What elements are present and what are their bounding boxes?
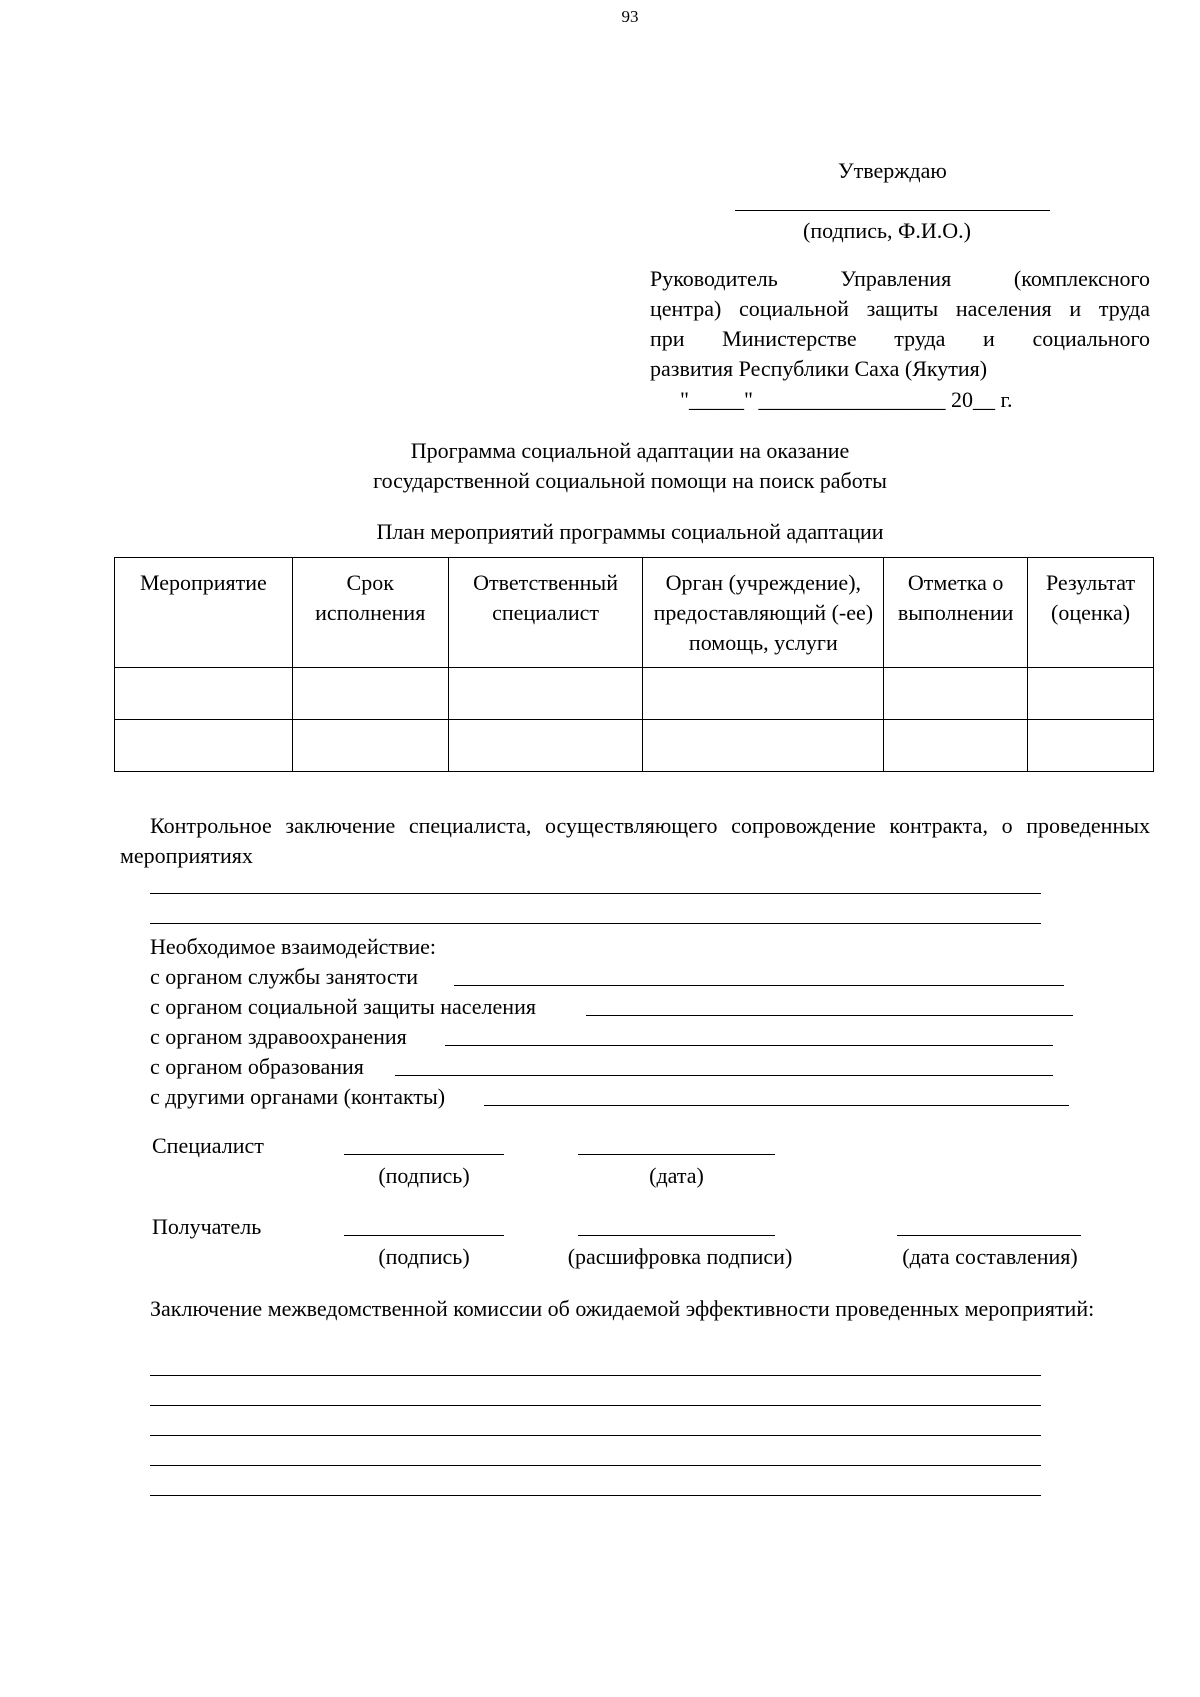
header-result: Результат (оценка) (1028, 558, 1154, 668)
recipient-date-line[interactable] (897, 1235, 1081, 1236)
specialist-date-line[interactable] (578, 1154, 775, 1155)
program-title (260, 436, 1000, 496)
commission-conclusion-line[interactable] (150, 1495, 1041, 1496)
approval-title: Утверждаю (838, 158, 947, 183)
header-organization: Орган (учреждение), предоставляющий (-ее) помощь, услуги (643, 558, 884, 668)
commission-conclusion-text: Заключение межведомственной комиссии об ожидаемой эффективности проведенных мероприятий: (150, 1296, 1095, 1321)
commission-conclusion (120, 1294, 1150, 1324)
control-conclusion (120, 811, 1150, 871)
approver-line: развития Республики Саха (Якутия) (650, 356, 988, 381)
control-conclusion-line[interactable] (150, 893, 1041, 894)
recipient-date-caption: (дата составления) (902, 1244, 1078, 1269)
commission-conclusion-line[interactable] (150, 1435, 1041, 1436)
table-cell[interactable] (115, 668, 293, 720)
table-cell[interactable] (292, 720, 448, 772)
table-cell[interactable] (643, 720, 884, 772)
table-cell[interactable] (292, 668, 448, 720)
table-row (115, 720, 1154, 772)
table-cell[interactable] (115, 720, 293, 772)
interaction-title: Необходимое взаимодействие: (150, 934, 437, 959)
table-row (115, 668, 1154, 720)
interaction-other-line[interactable] (484, 1105, 1069, 1106)
recipient-label: Получатель (152, 1214, 262, 1239)
recipient-signature-caption: (подпись) (378, 1244, 470, 1269)
commission-conclusion-line[interactable] (150, 1375, 1041, 1376)
commission-conclusion-line[interactable] (150, 1465, 1041, 1466)
interaction-health-line[interactable] (445, 1045, 1053, 1046)
interaction-education-label: с органом образования (150, 1054, 364, 1079)
plan-title: План мероприятий программы социальной адаптации (376, 519, 884, 544)
interaction-social-protection-line[interactable] (586, 1015, 1073, 1016)
program-title-line: государственной социальной помощи на поиск работы (373, 468, 887, 493)
approval-signature-line[interactable] (735, 210, 1050, 211)
table-cell[interactable] (884, 720, 1028, 772)
commission-conclusion-line[interactable] (150, 1405, 1041, 1406)
control-conclusion-text: Контрольное заключение специалиста, осуществляющего сопровождение контракта, о проведенных мероприятиях (120, 813, 1150, 868)
interaction-employment-label: с органом службы занятости (150, 964, 419, 989)
interaction-other-label: с другими органами (контакты) (150, 1084, 446, 1109)
table-header-row (115, 558, 1154, 668)
table-cell[interactable] (448, 668, 643, 720)
table-cell[interactable] (643, 668, 884, 720)
approver-block (650, 264, 1150, 384)
specialist-signature-caption: (подпись) (378, 1163, 470, 1188)
recipient-decoding-caption: (расшифровка подписи) (567, 1244, 793, 1269)
table-cell[interactable] (1028, 668, 1154, 720)
recipient-decoding-line[interactable] (578, 1235, 775, 1236)
page-number: 93 (621, 7, 639, 26)
approval-signature-caption: (подпись, Ф.И.О.) (803, 218, 971, 243)
plan-table (114, 557, 1154, 772)
interaction-social-protection-label: с органом социальной защиты населения (150, 994, 536, 1019)
approval-date[interactable]: "_____" _________________ 20__ г. (680, 387, 1013, 412)
program-title-line: Программа социальной адаптации на оказание (410, 438, 850, 463)
header-deadline: Срок исполнения (292, 558, 448, 668)
interaction-education-line[interactable] (395, 1075, 1053, 1076)
specialist-signature-line[interactable] (344, 1154, 504, 1155)
specialist-date-caption: (дата) (649, 1163, 704, 1188)
recipient-signature-line[interactable] (344, 1235, 504, 1236)
table-cell[interactable] (448, 720, 643, 772)
table-cell[interactable] (1028, 720, 1154, 772)
control-conclusion-line[interactable] (150, 923, 1041, 924)
specialist-label: Специалист (152, 1133, 264, 1158)
approver-line: центра) социальной защиты населения и труда (650, 296, 1150, 321)
approver-line: при Министерстве труда и социального (650, 326, 1150, 351)
interaction-health-label: с органом здравоохранения (150, 1024, 407, 1049)
interaction-employment-line[interactable] (454, 985, 1064, 986)
table-cell[interactable] (884, 668, 1028, 720)
header-completion-mark: Отметка о выполнении (884, 558, 1028, 668)
header-activity: Мероприятие (115, 558, 293, 668)
header-responsible: Ответственный специалист (448, 558, 643, 668)
approver-line: Руководитель Управления (комплексного (650, 266, 1150, 291)
